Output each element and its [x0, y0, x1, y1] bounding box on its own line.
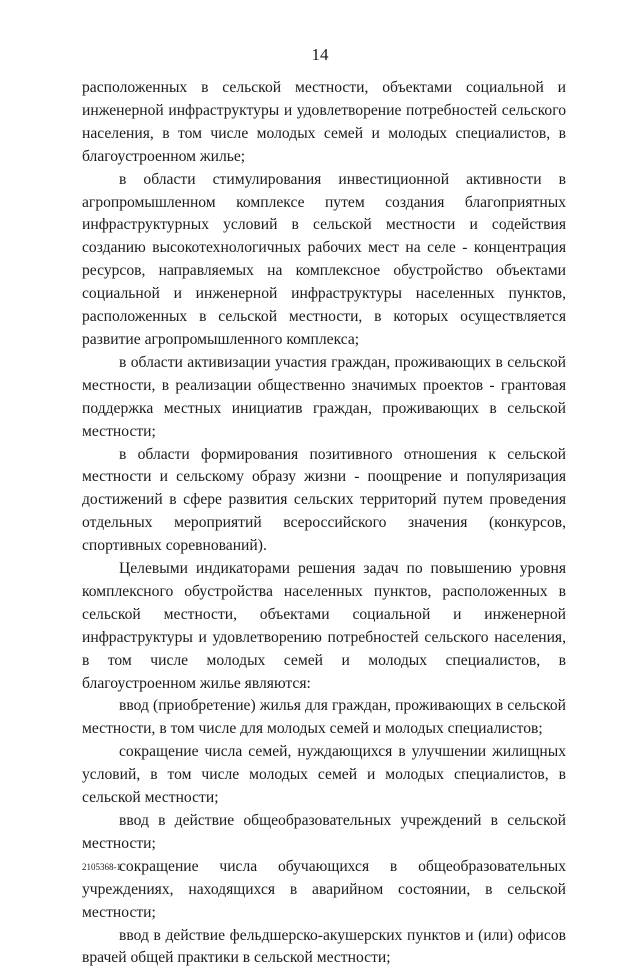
- list-item-schools: ввод в действие общеобразовательных учреждений в сельской местности;: [82, 812, 566, 852]
- paragraph-target-indicators: Целевыми индикаторами решения задач по повышению уровня комплексного обустройства населенных пунктов, расположенных в сельской местности, объектами социальной и инженерной инфраструктуры и удовлетворению потребностей сельского населения, в том числе молодых семей и молодых специалистов, в благоустроенном жилье являются:: [82, 560, 566, 692]
- paragraph-positive-attitude: в области формирования позитивного отношения к сельской местности и сельскому образу жизни - поощрение и популяризация достижений в сфере развития сельских территорий путем проведения отдельных мероприятий всероссийского значения (конкурсов, спортивных соревнований).: [82, 445, 566, 555]
- paragraph-citizen-participation: в области активизации участия граждан, проживающих в сельской местности, в реализации общественно значимых проектов - грантовая поддержка местных инициатив граждан, проживающих в сельской местности;: [82, 353, 566, 440]
- list-item-medical-posts: ввод в действие фельдшерско-акушерских пунктов и (или) офисов врачей общей практики в сельской местности;: [82, 926, 566, 967]
- list-item-housing: ввод (приобретение) жилья для граждан, проживающих в сельской местности, в том числе для молодых семей и молодых специалистов;: [82, 697, 566, 738]
- page-number: 14: [311, 45, 329, 64]
- paragraph-investment: в области стимулирования инвестиционной активности в агропромышленном комплексе путем создания благоприятных инфраструктурных условий в сельской местности и содействия созданию высокотехнологичных рабочих мест на селе - концентрация ресурсов, направляемых на комплексное обустройство объектами социальной и инженерной инфраструктуры населенных пунктов, расположенных в сельской местности, в которых осуществляется развитие агропромышленного комплекса;: [82, 170, 566, 348]
- list-item-students: сокращение числа обучающихся в общеобразовательных учреждениях, находящихся в аварийном состоянии, в сельской местности;: [82, 857, 566, 921]
- list-item-families: сокращение числа семей, нуждающихся в улучшении жилищных условий, в том числе молодых семей и молодых специалистов, в сельской местности;: [82, 743, 566, 807]
- document-body: [82, 77, 566, 970]
- paragraph-continuation: расположенных в сельской местности, объектами социальной и инженерной инфраструктуры и удовлетворение потребностей сельского населения, в том числе молодых семей и молодых специалистов, в благоустроенном жилье;: [82, 79, 566, 165]
- footer-document-code: 2105368-1: [82, 862, 121, 872]
